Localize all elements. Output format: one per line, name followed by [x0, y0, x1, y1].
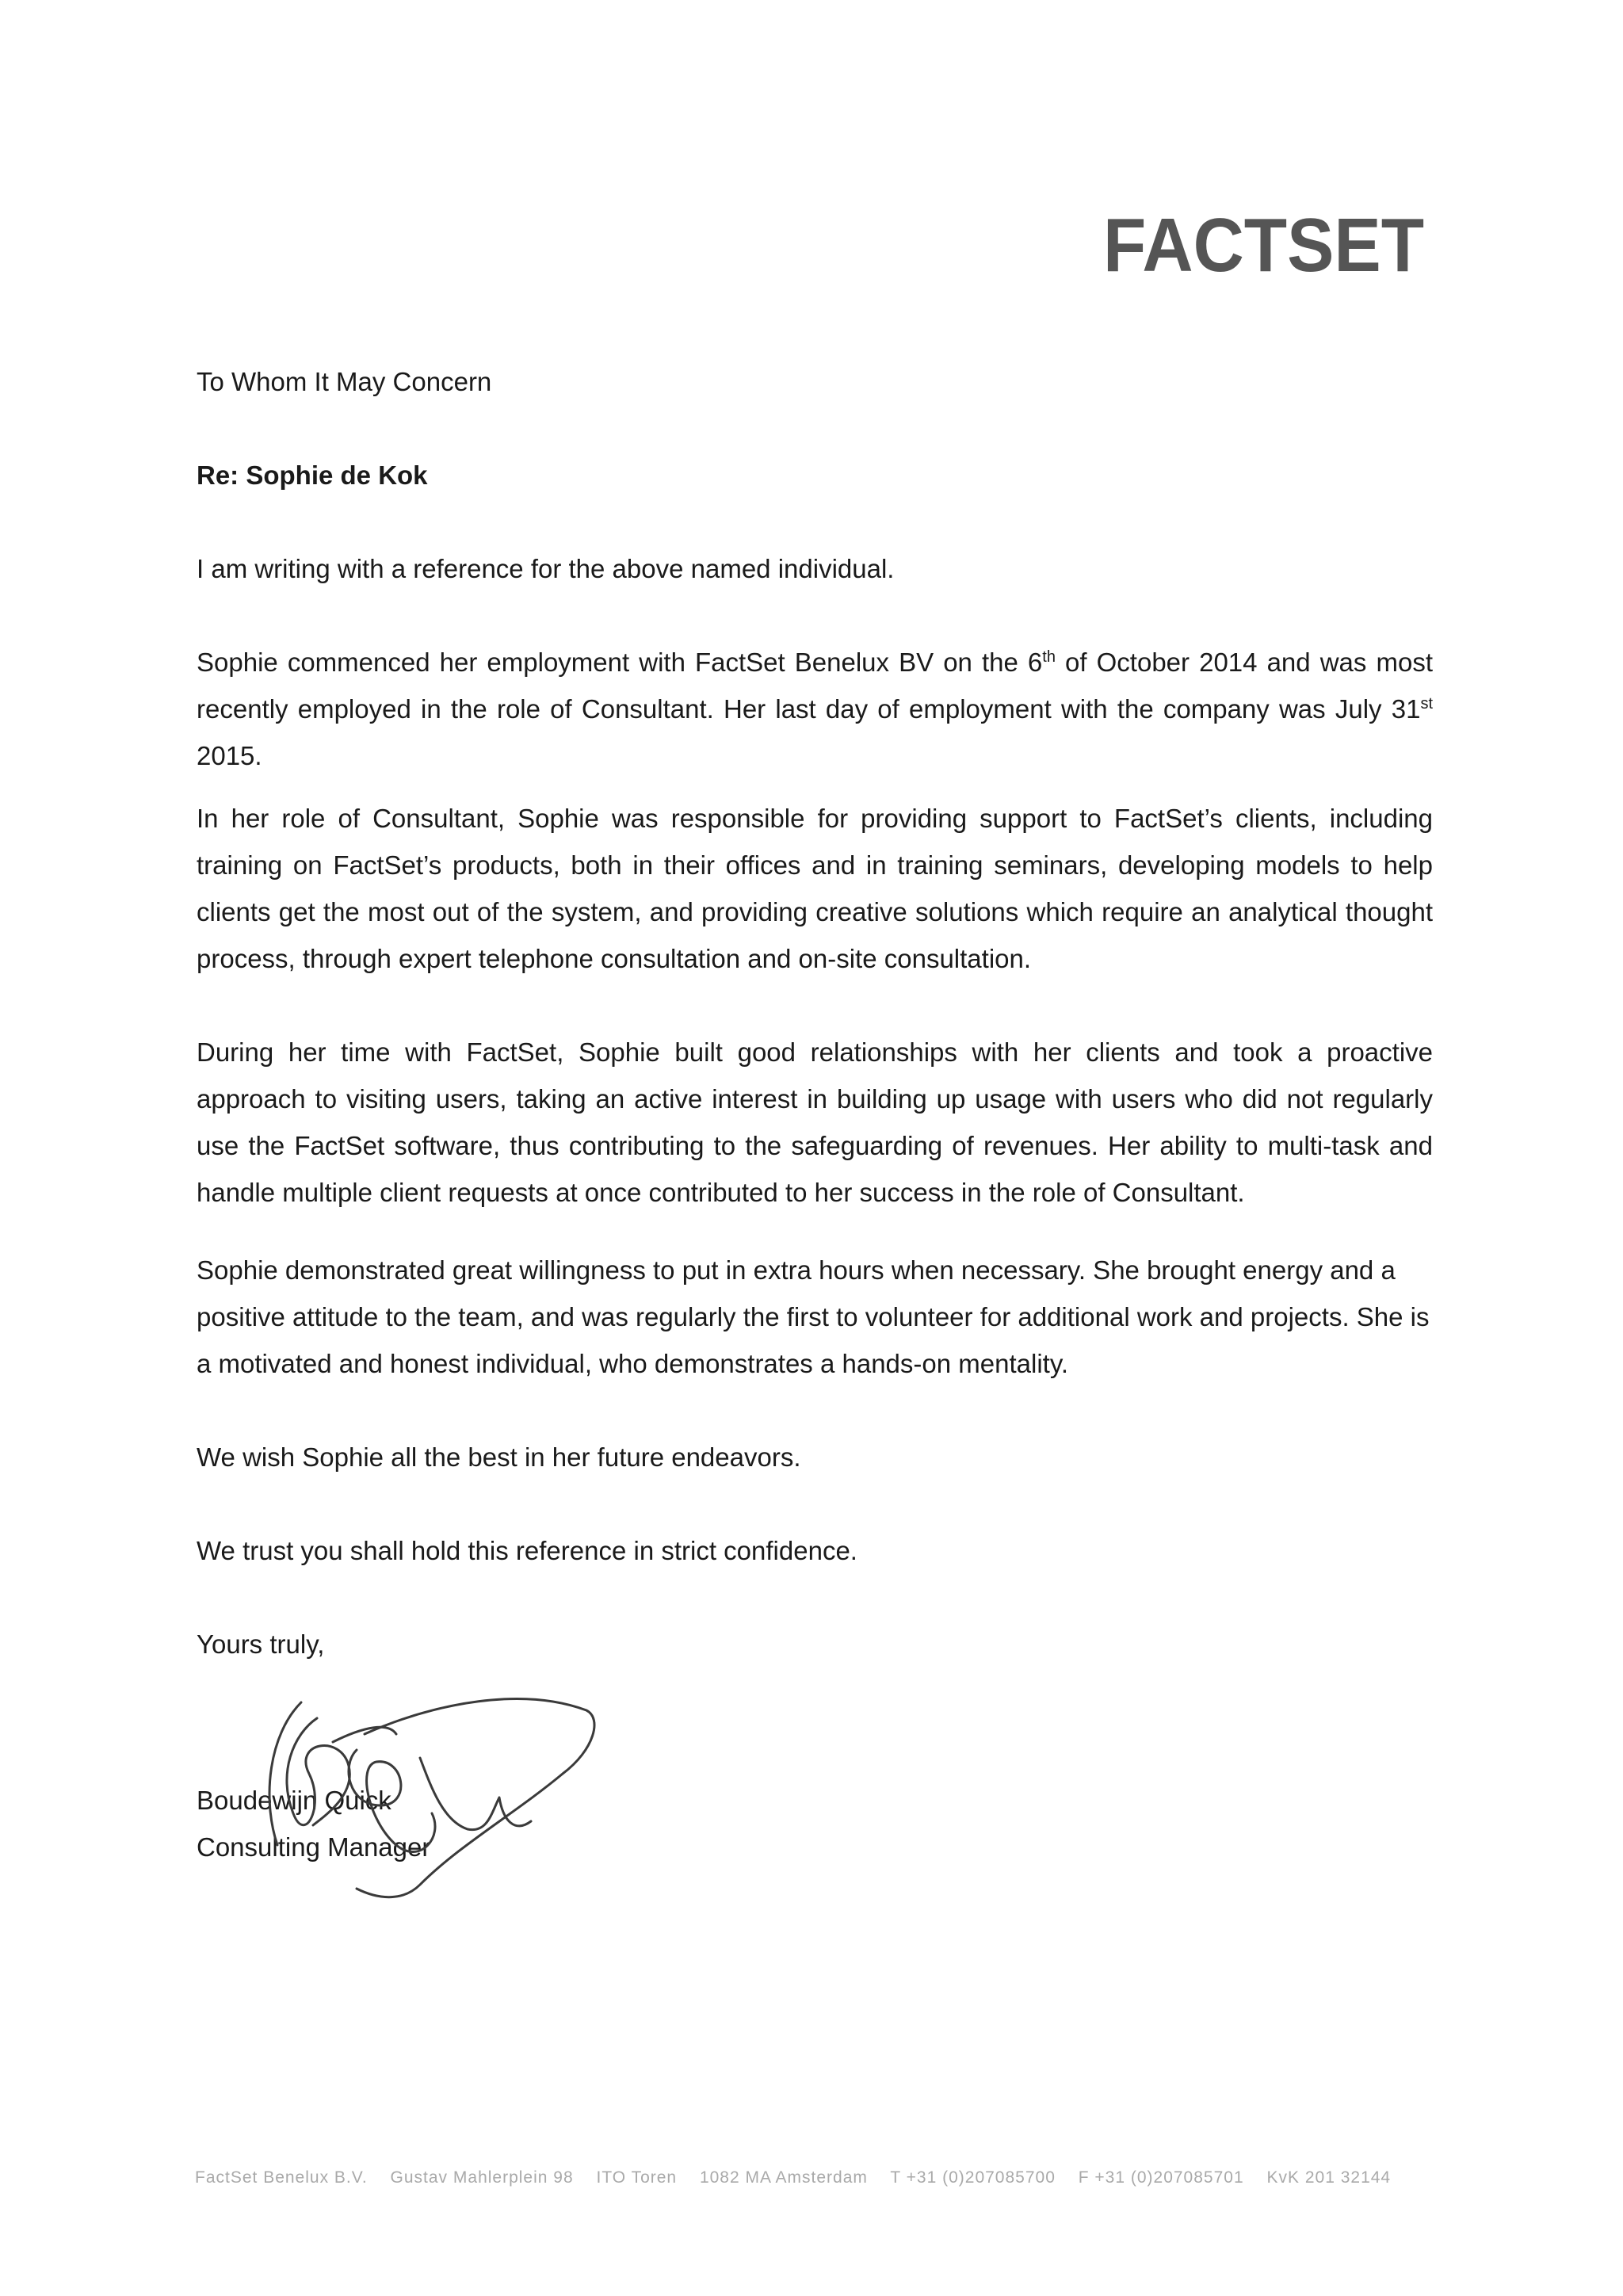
- footer-company: FactSet Benelux B.V.: [195, 2168, 368, 2187]
- footer-building: ITO Toren: [596, 2168, 678, 2187]
- employment-paragraph: [197, 639, 1433, 779]
- subject-line: Re: Sophie de Kok: [197, 460, 428, 490]
- handwritten-signature: [262, 1687, 626, 1901]
- signer-name: Boudewijn Quick: [197, 1786, 391, 1815]
- letter-body: [197, 358, 1433, 1870]
- footer-kvk: KvK 201 32144: [1266, 2168, 1392, 2187]
- employment-text-3: 2015.: [197, 741, 262, 770]
- ordinal-suffix-end: st: [1420, 695, 1433, 712]
- employment-text-2: of October 2014 and was most recently employed in the role of Consultant. Her last day of employment with the company was July 31: [197, 648, 1433, 724]
- employment-text-1: Sophie commenced her employment with FactSet Benelux BV on the 6: [197, 648, 1043, 677]
- footer-phone: T +31 (0)207085700: [890, 2168, 1056, 2187]
- footer-city: 1082 MA Amsterdam: [699, 2168, 868, 2187]
- factset-logo: [1103, 208, 1428, 279]
- relationships-paragraph: During her time with FactSet, Sophie built good relationships with her clients and took a proactive approach to visiting users, taking an active interest in building up usage with users who did not regularly use the FactSet software, thus contributing to the safeguarding of revenues. Her ability to multi-task and handle multiple client requests at once contributed to her success in the role of Consultant.: [197, 1037, 1433, 1207]
- intro-paragraph: I am writing with a reference for the above named individual.: [197, 554, 895, 583]
- ordinal-suffix-start: th: [1042, 648, 1056, 666]
- role-paragraph: In her role of Consultant, Sophie was responsible for providing support to FactSet’s clients, including training on FactSet’s products, both in their offices and in training seminars, developing models to help clients get the most out of the system, and providing creative solutions which require an analytical thought process, through expert telephone consultation and on-site consultation.: [197, 804, 1433, 973]
- footer-address: [195, 2168, 1431, 2187]
- footer-street: Gustav Mahlerplein 98: [390, 2168, 574, 2187]
- attitude-paragraph: Sophie demonstrated great willingness to put in extra hours when necessary. She brought energy and a positive attitude to the team, and was regularly the first to volunteer for additional work and projects. She is a motivated and honest individual, who demonstrates a hands-on mentality.: [197, 1255, 1430, 1378]
- confidence-paragraph: We trust you shall hold this reference in strict confidence.: [197, 1536, 857, 1565]
- closing: Yours truly,: [197, 1629, 325, 1659]
- wish-paragraph: We wish Sophie all the best in her future endeavors.: [197, 1442, 801, 1472]
- footer-fax: F +31 (0)207085701: [1078, 2168, 1244, 2187]
- salutation: To Whom It May Concern: [197, 367, 492, 396]
- signer-title: Consulting Manager: [197, 1832, 431, 1862]
- factset-logo-text: FACTSET: [1103, 208, 1424, 279]
